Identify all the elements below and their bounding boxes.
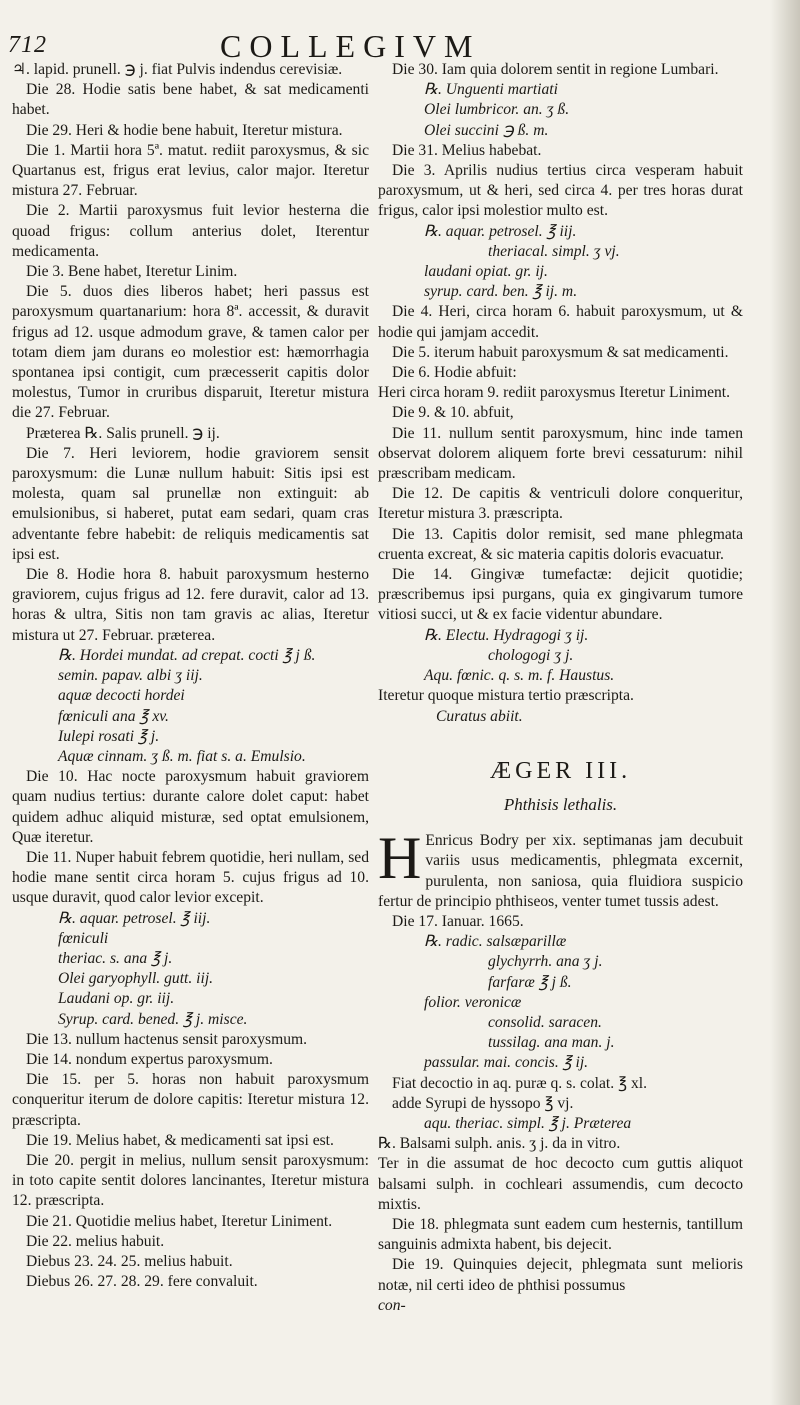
- paragraph: Die 19. Melius habet, & medicamenti sat ipsi est.: [26, 1131, 334, 1149]
- page-gutter-shadow: [770, 0, 800, 1405]
- paragraph: Heri circa horam 9. rediit paroxysmus Iteretur Liniment.: [378, 384, 731, 402]
- paragraph: Die 3. Aprilis nudius tertius circa vesperam habuit paroxysmum, ut & heri, sed circa 4. per tres horas durat frigus, calor ipsi molestior multo est.: [378, 162, 743, 220]
- paragraph: Die 2. Martii paroxysmus fuit levior hesterna die quoad frigus: collum anterius dolet, Iterentur medicamenta.: [12, 202, 369, 260]
- paragraph: Die 4. Heri, circa horam 6. habuit paroxysmum, ut & hodie qui jamjam accedit.: [378, 303, 743, 341]
- paragraph: Die 7. Heri leviorem, hodie graviorem sensit paroxysmum: die Lunæ nullum habuit: Sitis ipsi est molesta, quam sal prunellæ non extinguit: ab emulsionibus, si haberet, putat eam sedari, quam cras adventante febre habebit: de reliquis medicamentis sat ipsi est.: [12, 444, 369, 563]
- recipe-line: ℞. Hordei mundat. ad crepat. cocti ℥ j ß.: [58, 646, 316, 664]
- recipe-line: farfaræ ℥ j ß.: [488, 973, 572, 991]
- recipe-line: aquæ decocti hordei: [58, 687, 185, 705]
- drop-cap: H: [378, 825, 422, 892]
- paragraph: Ter in die assumat de hoc decocto cum guttis aliquot balsami sulph. in cochleari assumendis, cum decocto mixtis.: [378, 1155, 743, 1213]
- recipe-line: ℞. radic. salsæparillæ: [424, 933, 567, 951]
- recipe-line: chologogi ʒ j.: [488, 646, 574, 664]
- paragraph: Die 5. duos dies liberos habet; heri passus est paroxysmum quartanarium: hora 8ª. accessit, & duravit frigus ad 12. usque admodum grave, & tamen calor per totam diem jam durans eo molestior est: hæmorrhagia spontanea ipsi contigit, cum præcesserit capitis dolor molestus, Tumor in cruribus disparuit, Iteretur mistura die 27. Februar.: [12, 283, 369, 422]
- paragraph: Die 8. Hodie hora 8. habuit paroxysmum hesterno graviorem, cujus frigus ad 12. fere duravit, calor ad 13. horas & ultra, Sitis non tam gravis ac alias, Iteretur mistura ut 27. Februar. præterea.: [12, 566, 369, 644]
- recipe-line: theriacal. simpl. ʒ vj.: [488, 242, 620, 260]
- recipe-line: ℞. aquar. petrosel. ℥ iij.: [58, 909, 211, 927]
- recipe-line: Iulepi rosati ℥ j.: [58, 727, 160, 745]
- recipe-line: folior. veronicæ: [424, 993, 522, 1011]
- recipe-line: tussilag. ana man. j.: [488, 1034, 615, 1052]
- page-number: 712: [8, 32, 47, 58]
- paragraph: Die 13. Capitis dolor remisit, sed mane phlegmata cruenta excreat, & sic materia capitis doloris evacuatur.: [378, 525, 743, 563]
- paragraph: Die 14. Gingivæ tumefactæ: dejicit quotidie; præscribemus ipsi purgans, quia ex gingivarum tumore vitiosi succi, ut & ex facie videntur abundare.: [378, 566, 743, 624]
- paragraph: Die 6. Hodie abfuit:: [392, 364, 517, 382]
- recipe-line: ℞. Electu. Hydragogi ʒ ij.: [424, 626, 589, 644]
- recipe-line: Laudani op. gr. iij.: [58, 990, 175, 1008]
- recipe-line: semin. papav. albi ʒ iij.: [58, 667, 203, 685]
- paragraph: Die 10. Hac nocte paroxysmum habuit graviorem quam nudius tertius: durante calore dolet caput: habet quidem adhuc aliquid misturæ, sed optat emulsionem, Quæ iteretur.: [12, 768, 369, 846]
- paragraph: Fiat decoctio in aq. puræ q. s. colat. ℥ xl.: [392, 1074, 647, 1092]
- paragraph: Die 13. nullum hactenus sensit paroxysmum.: [26, 1030, 308, 1048]
- paragraph: Iteretur quoque mistura tertio præscripta.: [378, 687, 634, 705]
- paragraph: Die 15. per 5. horas non habuit paroxysmum conqueritur iterum de dolore capitis: Iteretur mistura 12. præscripta.: [12, 1071, 369, 1129]
- right-column: [378, 60, 743, 1316]
- section-heading: ÆGER III.: [489, 757, 632, 784]
- recipe-line: Aqu. fœnic. q. s. m. f. Haustus.: [424, 667, 615, 685]
- paragraph: Die 14. nondum expertus paroxysmum.: [26, 1050, 273, 1068]
- left-column: [12, 60, 369, 1292]
- paragraph: Die 28. Hodie satis bene habet, & sat medicamenti habet.: [12, 81, 369, 119]
- paragraph: Die 17. Ianuar. 1665.: [392, 912, 524, 930]
- paragraph: Diebus 23. 24. 25. melius habuit.: [26, 1252, 233, 1270]
- paragraph-text: Enricus Bodry per xix. septimanas jam decubuit variis usus medicamentis, phlegmata excernit, purulenta, non saniosa, quia fluidiora suspicio fertur de principio phthiseos, venter tumet tussis adest.: [378, 832, 743, 910]
- paragraph: Die 18. phlegmata sunt eadem cum hesternis, tantillum sanguinis admixta habent, bis dejecit.: [378, 1215, 743, 1254]
- paragraph: adde Syrupi de hyssopo ℥ vj.: [392, 1094, 574, 1112]
- paragraph: Die 3. Bene habet, Iteretur Linim.: [26, 263, 238, 281]
- catchword: con-: [378, 1296, 406, 1314]
- recipe-line: laudani opiat. gr. ij.: [424, 263, 548, 281]
- paragraph-with-dropcap: [378, 825, 743, 912]
- paragraph: Diebus 26. 27. 28. 29. fere convaluit.: [26, 1273, 258, 1291]
- paragraph: ℞. Balsami sulph. anis. ʒ j. da in vitro.: [378, 1135, 621, 1153]
- paragraph: Die 31. Melius habebat.: [392, 141, 542, 159]
- recipe-line: Olei succini ℈ ß. m.: [424, 121, 549, 139]
- recipe-line: theriac. s. ana ℥ j.: [58, 949, 173, 967]
- paragraph: Die 11. nullum sentit paroxysmum, hinc inde tamen observat dolorem aliquem forte brevi cessaturum: nihil præscribam medicam.: [378, 424, 743, 483]
- closing-note: Curatus abiit.: [436, 707, 523, 725]
- paragraph: Præterea ℞. Salis prunell. ℈ ij.: [26, 424, 220, 442]
- recipe-line: Olei lumbricor. an. ʒ ß.: [424, 101, 570, 119]
- recipe-line: fœniculi: [58, 929, 109, 947]
- running-head: COLLEGIVM: [220, 28, 481, 64]
- recipe-line: Aquæ cinnam. ʒ ß. m. fiat s. a. Emulsio.: [58, 747, 306, 765]
- paragraph: Die 12. De capitis & ventriculi dolore conqueritur, Iteretur mistura 3. præscripta.: [378, 485, 743, 523]
- recipe-line: syrup. card. ben. ℥ ij. m.: [424, 283, 578, 301]
- paragraph: Die 19. Quinquies dejecit, phlegmata sunt melioris notæ, nil certi ideo de phthisi possumus: [378, 1256, 743, 1294]
- recipe-line: passular. mai. concis. ℥ ij.: [424, 1054, 589, 1072]
- paragraph: Die 30. Iam quia dolorem sentit in regione Lumbari.: [392, 61, 719, 78]
- recipe-line: fœniculi ana ℥ xv.: [58, 707, 169, 725]
- section-subheading: Phthisis lethalis.: [503, 794, 618, 814]
- paragraph: Die 20. pergit in melius, nullum sensit paroxysmum: in toto capite sentit dolores lancinantes, Iteretur mistura 12. præscripta.: [12, 1151, 369, 1210]
- recipe-line: Syrup. card. bened. ℥ j. misce.: [58, 1010, 248, 1028]
- paragraph: Die 5. iterum habuit paroxysmum & sat medicamenti.: [392, 343, 729, 361]
- paragraph: ♃. lapid. prunell. ℈ j. fiat Pulvis indendus cerevisiæ.: [12, 61, 343, 78]
- recipe-line: ℞. aquar. petrosel. ℥ iij.: [424, 222, 577, 240]
- recipe-line: ℞. Unguenti martiati: [424, 81, 558, 99]
- paragraph: Die 21. Quotidie melius habet, Iteretur Liniment.: [26, 1212, 333, 1230]
- recipe-line: consolid. saracen.: [488, 1013, 602, 1031]
- recipe-line: aqu. theriac. simpl. ℥ j. Præterea: [424, 1114, 632, 1132]
- paragraph: Die 11. Nuper habuit febrem quotidie, heri nullam, sed hodie mane sentit circa horam 5. cujus frigus ad 10. usque duravit, quod calor levior excepit.: [12, 848, 369, 907]
- recipe-line: Olei garyophyll. gutt. iij.: [58, 970, 214, 988]
- recipe-line: glychyrrh. ana ʒ j.: [488, 953, 603, 971]
- paragraph: Die 22. melius habuit.: [26, 1232, 165, 1250]
- paragraph: Die 1. Martii hora 5ª. matut. rediit paroxysmus, & sic Quartanus est, frigus erat levius, calor major. Iteretur mistura 27. Februar.: [12, 141, 369, 200]
- paragraph: Die 9. & 10. abfuit,: [392, 404, 514, 422]
- paragraph: Die 29. Heri & hodie bene habuit, Iteretur mistura.: [26, 121, 343, 139]
